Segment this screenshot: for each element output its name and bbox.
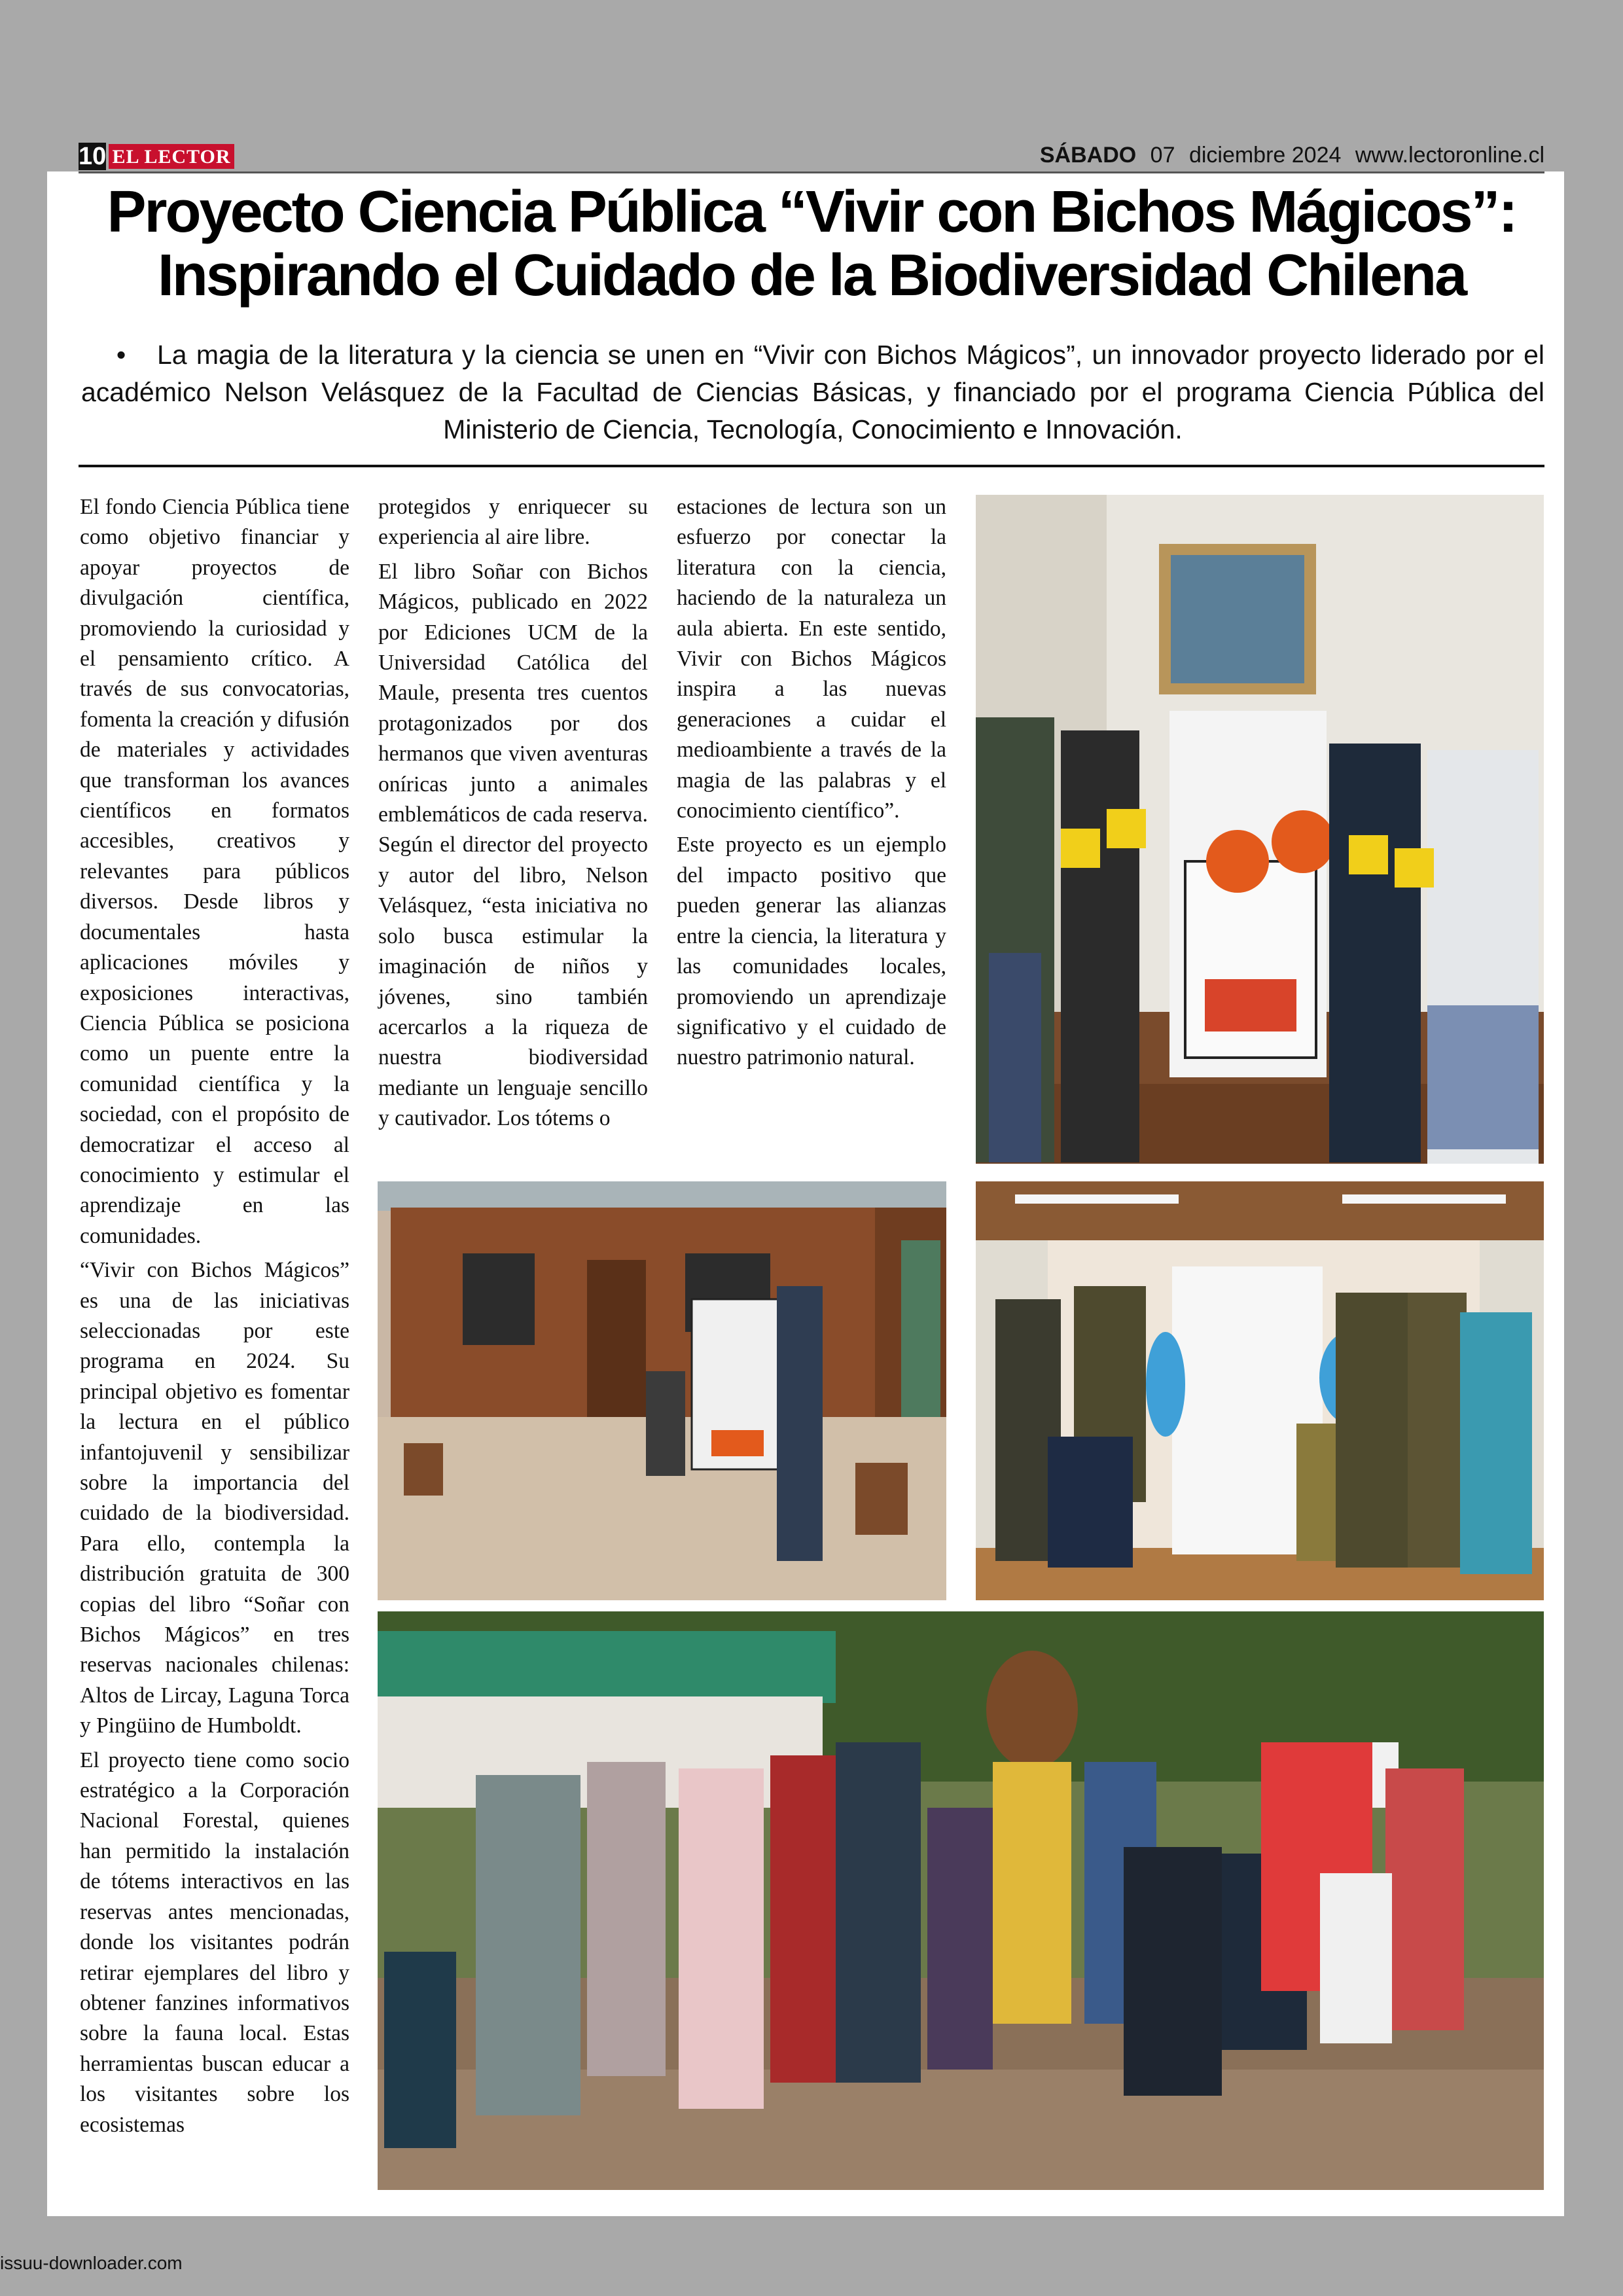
dateline xyxy=(1040,140,1544,170)
newspaper-logo: EL LECTOR xyxy=(109,144,234,169)
website-link: www.lectoronline.cl xyxy=(1355,143,1544,168)
paragraph: “Vivir con Bichos Mágicos” es una de las iniciativas seleccionadas por este programa en 2024. Su principal objetivo es fomentar la lectura en el público infantojuvenil y sensibilizar sobre la importancia del cuidado de la biodiversidad. Para ello, contempla la distribución gratuita de 300 copias del libro “Soñar con Bichos Mágicos” en tres reservas nacionales chilenas: Altos de Lircay, Laguna Torca y Pingüino de Humboldt. xyxy=(80,1258,349,1738)
article-column-3 xyxy=(677,492,946,1073)
page-number: 10 xyxy=(79,143,107,170)
bullet-icon: • xyxy=(116,340,126,370)
article-column-1 xyxy=(80,492,349,2140)
photo-large-group-outdoor xyxy=(378,1611,1544,2190)
headline-line-2: Inspirando el Cuidado de la Biodiversidad Chilena xyxy=(157,243,1466,308)
paragraph: El libro Soñar con Bichos Mágicos, publicado en 2022 por Ediciones UCM de la Universidad Católica del Maule, presenta tres cuentos protagonizados por dos hermanos que viven aventuras oníricas junto a animales emblemáticos de cada reserva. Según el director del proyecto y autor del libro, Nelson Velásquez, “esta iniciativa no solo busca estimular la imaginación de niños y jóvenes, sino también acercarlos a la riqueza de nuestra biodiversidad mediante un lenguaje sencillo y cautivador. Los tótems o xyxy=(378,559,648,1131)
lead-divider xyxy=(79,465,1544,467)
month-year: diciembre 2024 xyxy=(1188,143,1342,168)
masthead-rule xyxy=(79,171,1544,173)
paragraph: protegidos y enriquecer su experiencia al aire libre. xyxy=(378,495,648,550)
photo-cabin-with-totem xyxy=(378,1181,946,1600)
headline-line-1: Proyecto Ciencia Pública “Vivir con Bichos Mágicos”: xyxy=(107,179,1516,245)
paragraph: estaciones de lectura son un esfuerzo por conectar la literatura con la ciencia, haciendo de la naturaleza un aula abierta. En este sentido, Vivir con Bichos Mágicos inspira a las nuevas generaciones a cuidar el medioambiente a través de la magia de las palabras y el conocimiento científico”. xyxy=(677,495,946,823)
article-lead xyxy=(81,336,1544,448)
paragraph: El fondo Ciencia Pública tiene como objetivo financiar y apoyar proyectos de divulgación científica, promoviendo la curiosidad y el pensamiento crítico. A través de sus convocatorias, fomenta la creación y difusión de materiales y actividades que transforman los avances científicos en formatos accesibles, creativos y relevantes para públicos diversos. Desde libros y documentales hasta aplicaciones móviles y exposiciones interactivas, Ciencia Pública se posiciona como un puente entre la comunidad científica y la sociedad, con el propósito de democratizar el acceso al conocimiento y estimular el aprendizaje en las comunidades. xyxy=(80,495,349,1248)
source-watermark: issuu-downloader.com xyxy=(0,2253,183,2273)
lead-text: La magia de la literatura y la ciencia se unen en “Vivir con Bichos Mágicos”, un innovador proyecto liderado por el académico Nelson Velásquez de la Facultad de Ciencias Básicas, y financiado por el programa Ciencia Pública del Ministerio de Ciencia, Tecnología, Conocimiento e Innovación. xyxy=(81,340,1544,444)
article-column-2 xyxy=(378,492,648,1134)
weekday: SÁBADO xyxy=(1039,143,1137,168)
paragraph: Este proyecto es un ejemplo del impacto positivo que pueden generar las alianzas entre la ciencia, la literatura y las comunidades locales, promoviendo un aprendizaje significativo y el cuidado de nuestro patrimonio natural. xyxy=(677,833,946,1070)
day: 07 xyxy=(1150,143,1175,168)
photo-rangers-with-totem xyxy=(976,1181,1544,1600)
photo-group-with-totem-indoor xyxy=(976,495,1544,1164)
paragraph: El proyecto tiene como socio estratégico a la Corporación Nacional Forestal, quienes han permitido la instalación de tótems interactivos en las reservas antes mencionadas, donde los visitantes podrán retirar ejemplares del libro y obtener fanzines informativos sobre la fauna local. Estas herramientas buscan educar a los visitantes sobre los ecosistemas xyxy=(80,1748,349,2137)
article-headline xyxy=(79,181,1544,308)
